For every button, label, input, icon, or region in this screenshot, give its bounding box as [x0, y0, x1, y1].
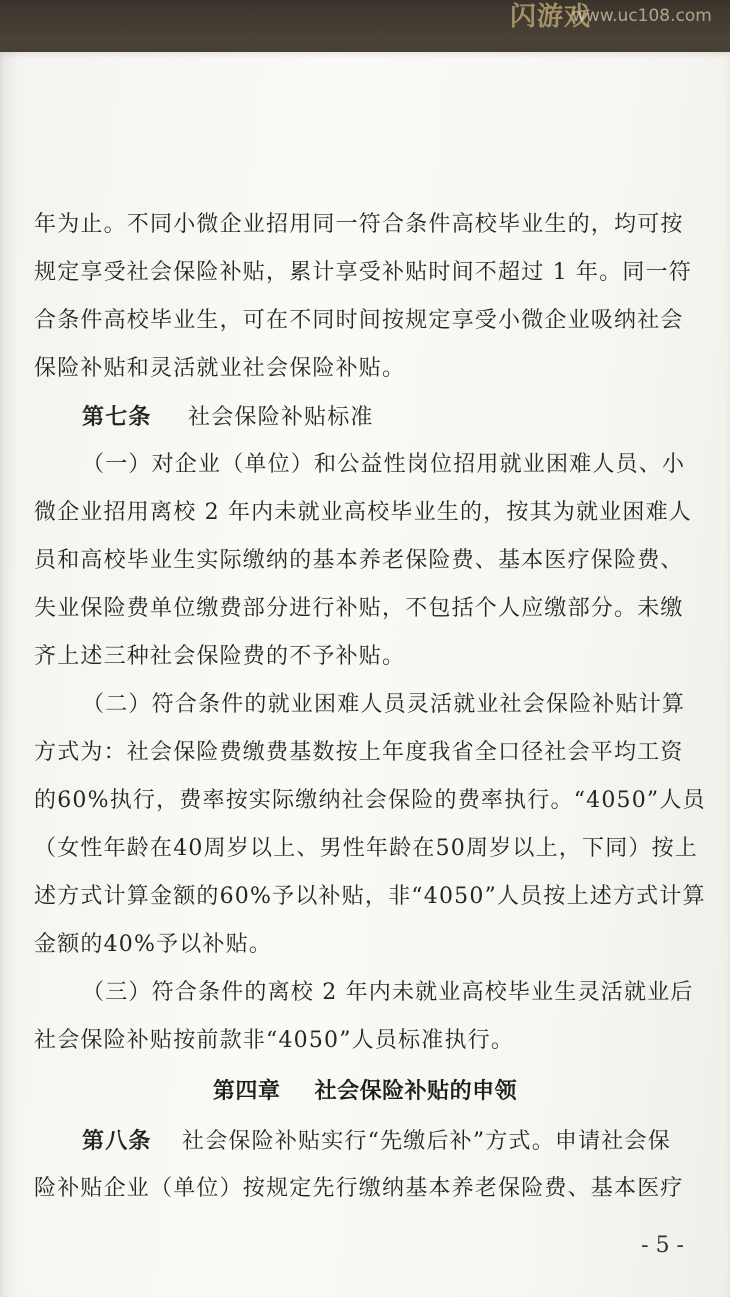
clause-2-line: （二）符合条件的就业困难人员灵活就业社会保险补贴计算	[82, 692, 686, 717]
clause-1-line: 失业保险费单位缴费部分进行补贴，不包括个人应缴部分。未缴	[34, 596, 684, 621]
chapter-label: 第四章	[212, 1078, 281, 1104]
clause-2-line: （女性年龄在40周岁以上、男性年龄在50周岁以上，下同）按上	[34, 836, 698, 861]
watermark-url: www.uc108.com	[572, 6, 712, 26]
clause-2-line: 金额的40%予以补贴。	[34, 932, 273, 957]
clause-2-line: 方式为：社会保险费缴费基数按上年度我省全口径社会平均工资	[34, 740, 684, 765]
clause-1-line: 员和高校毕业生实际缴纳的基本养老保险费、基本医疗保险费、	[34, 548, 684, 573]
clause-3-line: 社会保险补贴按前款非“4050”人员标准执行。	[34, 1028, 515, 1053]
clause-2-line: 述方式计算金额的60%予以补贴，非“4050”人员按上述方式计算	[34, 884, 706, 909]
paragraph-line: 合条件高校毕业生，可在不同时间按规定享受小微企业吸纳社会	[34, 308, 684, 333]
clause-3-line: （三）符合条件的离校 2 年内未就业高校毕业生灵活就业后	[82, 980, 694, 1005]
chapter-title: 社会保险补贴的申领	[314, 1078, 518, 1104]
article-8-line	[82, 1126, 682, 1157]
article-8-label: 第八条	[82, 1128, 152, 1154]
document-page	[0, 52, 730, 1297]
page-shadow	[0, 52, 18, 1297]
page-number: - 5 -	[641, 1233, 684, 1258]
chapter-heading	[0, 1076, 730, 1106]
clause-1-line: 齐上述三种社会保险费的不予补贴。	[34, 644, 406, 669]
article-8-line: 险补贴企业（单位）按规定先行缴纳基本养老保险费、基本医疗	[34, 1176, 684, 1201]
top-banner	[480, 0, 730, 36]
paragraph-line: 保险补贴和灵活就业社会保险补贴。	[34, 356, 406, 381]
clause-1-line: （一）对企业（单位）和公益性岗位招用就业困难人员、小	[82, 452, 686, 477]
article-8-text: 社会保险补贴实行“先缴后补”方式。申请社会保	[182, 1129, 671, 1154]
paragraph-line: 年为止。不同小微企业招用同一符合条件高校毕业生的，均可按	[34, 212, 684, 237]
article-7-heading	[82, 402, 682, 433]
article-7-label: 第七条	[82, 404, 152, 430]
watermark-logo: 闪游戏	[510, 2, 592, 32]
article-7-title: 社会保险补贴标准	[188, 405, 374, 430]
clause-2-line: 的60%执行，费率按实际缴纳社会保险的费率执行。“4050”人员	[34, 788, 706, 813]
paragraph-line: 规定享受社会保险补贴，累计享受补贴时间不超过 1 年。同一符	[34, 260, 692, 285]
clause-1-line: 微企业招用离校 2 年内未就业高校毕业生的，按其为就业困难人	[34, 500, 692, 525]
